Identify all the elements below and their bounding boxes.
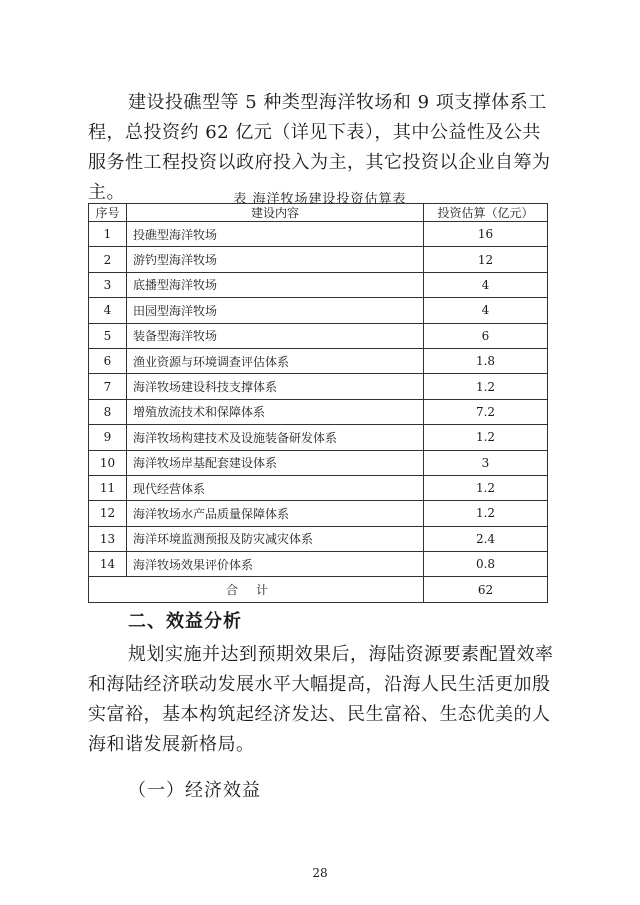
intro-paragraph-text: 建设投礁型等 5 种类型海洋牧场和 9 项支撑体系工程，总投资约 62 亿元（详见下表），其中公益性及公共服务性工程投资以政府投入为主，其它投资以企业自筹为主。 bbox=[88, 92, 551, 203]
table-row bbox=[89, 552, 548, 577]
total-amount: 62 bbox=[424, 577, 548, 602]
section-title: 二、效益分析 bbox=[128, 611, 242, 632]
table-caption: 表 海洋牧场建设投资估算表 bbox=[233, 192, 407, 207]
benefit-paragraph bbox=[88, 640, 558, 760]
row-amount: 4 bbox=[424, 298, 548, 323]
row-amount: 1.2 bbox=[424, 475, 548, 500]
row-content: 现代经营体系 bbox=[127, 475, 424, 500]
table-row bbox=[89, 526, 548, 551]
table-row bbox=[89, 323, 548, 348]
row-content: 海洋牧场效果评价体系 bbox=[127, 552, 424, 577]
row-amount: 6 bbox=[424, 323, 548, 348]
table-row bbox=[89, 348, 548, 373]
benefit-paragraph-text: 规划实施并达到预期效果后，海陆资源要素配置效率和海陆经济联动发展水平大幅提高，沿海人民生活更加殷实富裕，基本构筑起经济发达、民生富裕、生态优美的人海和谐发展新格局。 bbox=[88, 644, 554, 755]
table-row bbox=[89, 450, 548, 475]
header-amount: 投资估算（亿元） bbox=[424, 204, 548, 222]
row-content: 装备型海洋牧场 bbox=[127, 323, 424, 348]
table-row bbox=[89, 222, 548, 247]
row-no: 8 bbox=[89, 399, 127, 424]
table-row bbox=[89, 399, 548, 424]
row-amount: 1.2 bbox=[424, 374, 548, 399]
row-amount: 16 bbox=[424, 222, 548, 247]
total-label: 合计 bbox=[89, 577, 424, 602]
investment-table bbox=[88, 203, 548, 603]
row-no: 7 bbox=[89, 374, 127, 399]
subsection-title: （一）经济效益 bbox=[128, 780, 261, 801]
row-no: 3 bbox=[89, 272, 127, 297]
row-no: 2 bbox=[89, 247, 127, 272]
table-row bbox=[89, 374, 548, 399]
header-no: 序号 bbox=[89, 204, 127, 222]
row-no: 14 bbox=[89, 552, 127, 577]
table-row bbox=[89, 475, 548, 500]
row-amount: 1.2 bbox=[424, 425, 548, 450]
row-no: 4 bbox=[89, 298, 127, 323]
row-amount: 3 bbox=[424, 450, 548, 475]
row-amount: 12 bbox=[424, 247, 548, 272]
row-amount: 1.8 bbox=[424, 348, 548, 373]
row-no: 10 bbox=[89, 450, 127, 475]
table-header-row bbox=[89, 204, 548, 222]
table-row bbox=[89, 501, 548, 526]
table-row bbox=[89, 247, 548, 272]
row-content: 投礁型海洋牧场 bbox=[127, 222, 424, 247]
row-no: 12 bbox=[89, 501, 127, 526]
row-content: 田园型海洋牧场 bbox=[127, 298, 424, 323]
table-total-row bbox=[89, 577, 548, 602]
row-content: 海洋牧场建设科技支撑体系 bbox=[127, 374, 424, 399]
row-content: 海洋牧场构建技术及设施装备研发体系 bbox=[127, 425, 424, 450]
table-row bbox=[89, 298, 548, 323]
page-number: 28 bbox=[312, 866, 328, 880]
table-row bbox=[89, 272, 548, 297]
row-content: 渔业资源与环境调查评估体系 bbox=[127, 348, 424, 373]
row-no: 6 bbox=[89, 348, 127, 373]
header-content: 建设内容 bbox=[127, 204, 424, 222]
row-no: 13 bbox=[89, 526, 127, 551]
row-content: 海洋牧场岸基配套建设体系 bbox=[127, 450, 424, 475]
row-amount: 4 bbox=[424, 272, 548, 297]
table-row bbox=[89, 425, 548, 450]
row-amount: 1.2 bbox=[424, 501, 548, 526]
table-body bbox=[89, 222, 548, 577]
row-content: 游钓型海洋牧场 bbox=[127, 247, 424, 272]
row-amount: 2.4 bbox=[424, 526, 548, 551]
row-no: 5 bbox=[89, 323, 127, 348]
row-content: 增殖放流技术和保障体系 bbox=[127, 399, 424, 424]
row-amount: 0.8 bbox=[424, 552, 548, 577]
row-no: 1 bbox=[89, 222, 127, 247]
row-content: 海洋环境监测预报及防灾减灾体系 bbox=[127, 526, 424, 551]
row-content: 底播型海洋牧场 bbox=[127, 272, 424, 297]
row-content: 海洋牧场水产品质量保障体系 bbox=[127, 501, 424, 526]
row-no: 11 bbox=[89, 475, 127, 500]
row-amount: 7.2 bbox=[424, 399, 548, 424]
row-no: 9 bbox=[89, 425, 127, 450]
